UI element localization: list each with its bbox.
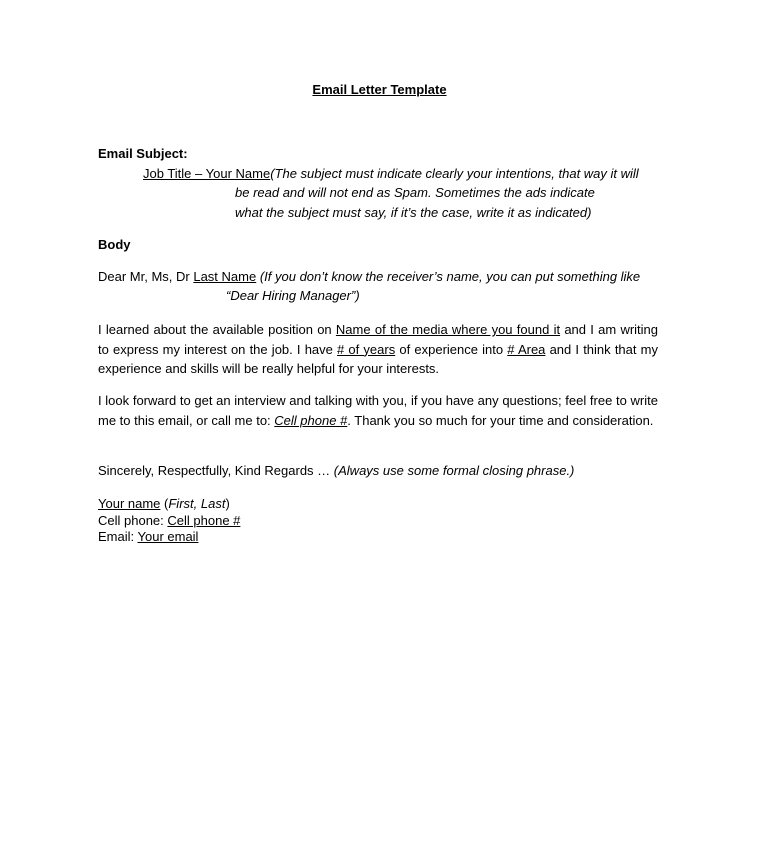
closing-phrase: Sincerely, Respectfully, Kind Regards …: [98, 463, 334, 478]
signature-name-note: First, Last: [168, 496, 226, 511]
signature-phone-line: [98, 513, 240, 529]
salutation-prefix: Dear Mr, Ms, Dr: [98, 269, 194, 284]
salutation-line: [98, 269, 640, 285]
job-title-placeholder: Job Title – Your Name: [143, 166, 271, 181]
paragraph-interest: I learned about the available position on Name of the media where you found it and I am writing to express my interest on the job. I have # of years of experience into # Area and I think that my experience and skills will be really helpful for your interests.: [98, 322, 659, 376]
last-name-placeholder: Last Name: [193, 269, 257, 284]
subject-note-2: be read and will not end as Spam. Sometimes the ads indicate: [235, 185, 595, 200]
closing-note: (Always use some formal closing phrase.): [333, 463, 575, 478]
signature-email: Your email: [137, 529, 199, 544]
area-placeholder: # Area: [507, 341, 546, 357]
years-placeholder: # of years: [337, 341, 396, 357]
phone-placeholder: Cell phone #: [274, 412, 348, 428]
signature-name-line: Your name (First, Last): [98, 496, 230, 511]
page-title: Email Letter Template: [312, 82, 447, 97]
subject-line-1: [143, 166, 639, 182]
paragraph-interview: I look forward to get an interview and talking with you, if you have any questions; feel free to write me to this email, or call me to: Cell phone #. Thank you so much for your time and consideration.: [98, 393, 658, 428]
closing-line: [98, 463, 574, 479]
signature-email-label: Email:: [98, 529, 138, 544]
signature-name: Your name: [98, 496, 161, 511]
subject-note-1: (The subject must indicate clearly your intentions, that way it will: [270, 166, 639, 181]
media-placeholder: Name of the media where you found it: [335, 322, 561, 337]
signature-phone: Cell phone #: [167, 513, 241, 528]
salutation-note-1: (If you don’t know the receiver’s name, you can put something like: [256, 269, 641, 284]
signature-email-line: [98, 529, 198, 545]
salutation-note-2: “Dear Hiring Manager”): [226, 288, 360, 303]
subject-note-3: what the subject must say, if it’s the case, write it as indicated): [235, 205, 592, 220]
email-subject-heading: Email Subject:: [98, 146, 188, 161]
signature-phone-label: Cell phone:: [98, 513, 168, 528]
body-heading: Body: [98, 237, 131, 252]
